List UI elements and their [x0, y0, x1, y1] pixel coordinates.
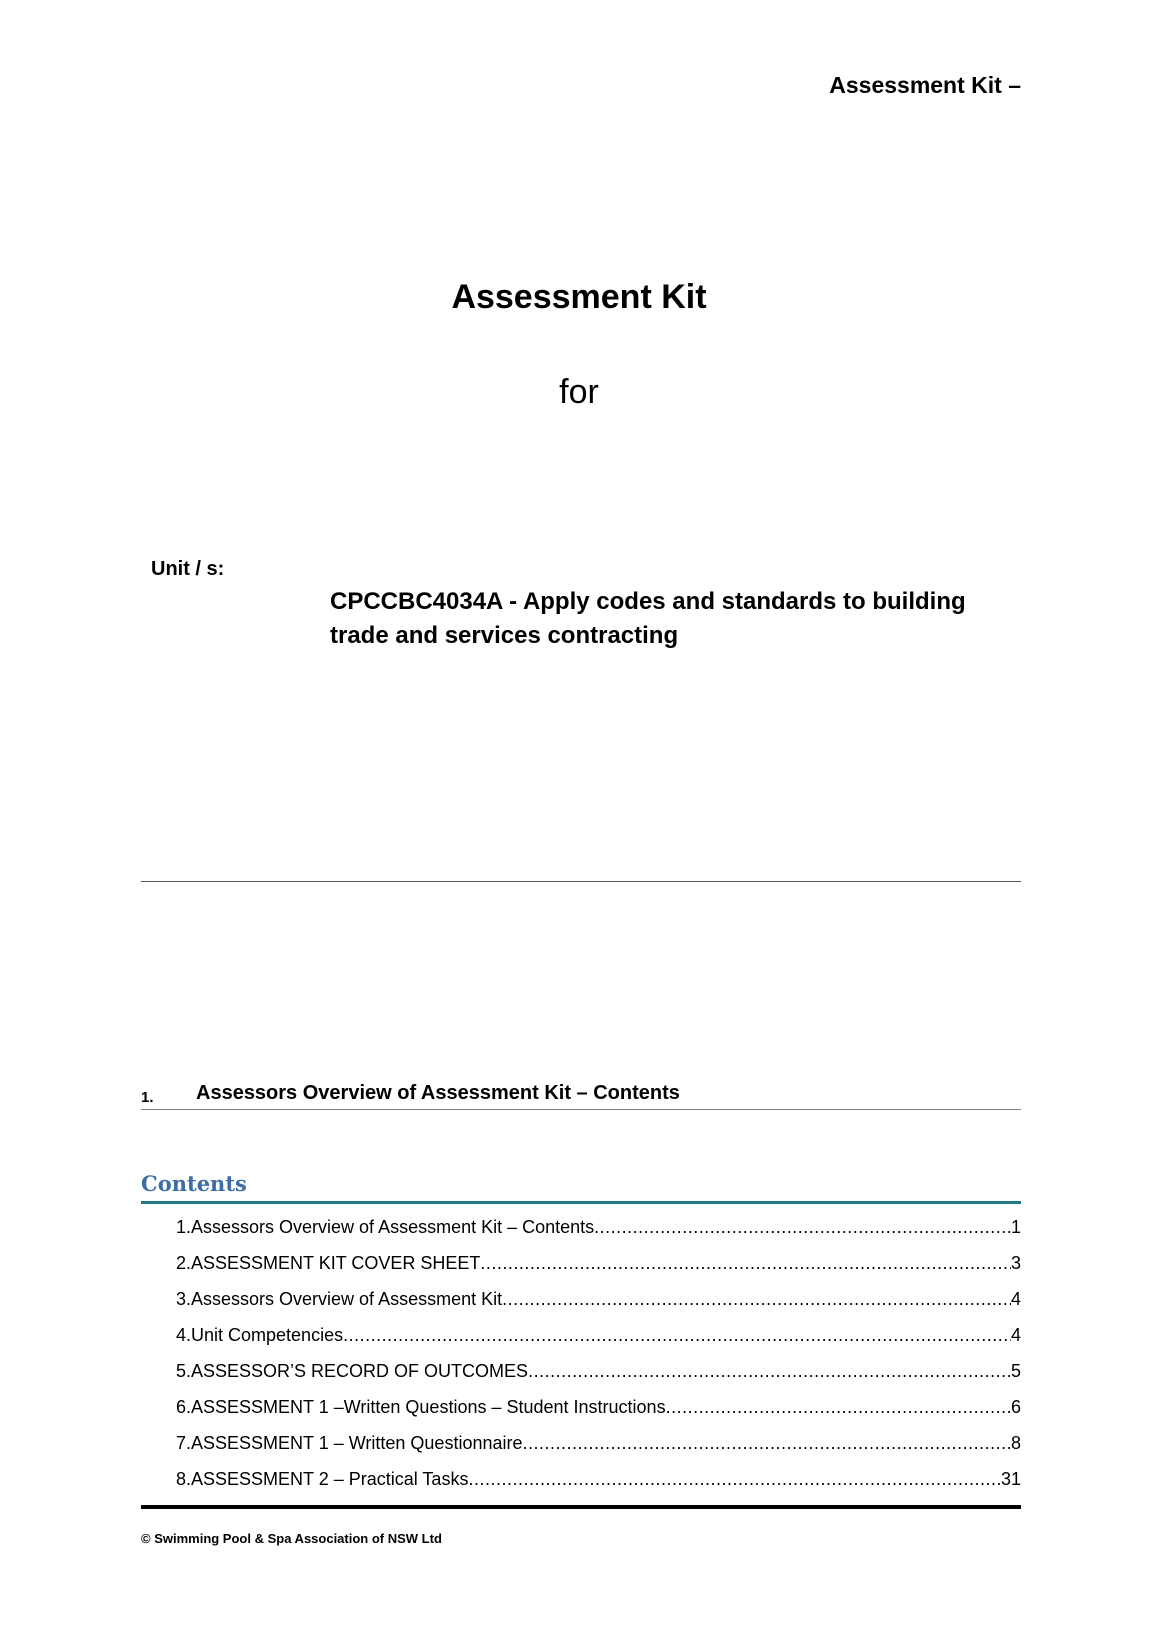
toc-entry-label: 2.ASSESSMENT KIT COVER SHEET [176, 1253, 481, 1273]
toc-entry-label: 7.ASSESSMENT 1 – Written Questionnaire [176, 1433, 523, 1453]
toc-entry[interactable] [176, 1389, 1021, 1425]
horizontal-divider [141, 881, 1021, 882]
toc-entry-label: 3.Assessors Overview of Assessment Kit [176, 1289, 503, 1309]
section-heading [141, 1082, 1021, 1110]
toc-dot-leader [502, 1281, 1011, 1317]
toc-dot-leader [523, 1425, 1011, 1461]
document-subtitle: for [559, 373, 599, 411]
toc-entry-label: 5.ASSESSOR’S RECORD OF OUTCOMES [176, 1361, 529, 1381]
toc-entry[interactable] [176, 1281, 1021, 1317]
table-of-contents [176, 1209, 1021, 1497]
unit-value: CPCCBC4034A - Apply codes and standards to building trade and services contracting [330, 588, 966, 649]
footer-divider [141, 1505, 1021, 1509]
toc-dot-leader [528, 1353, 1011, 1389]
toc-entry-label: 1.Assessors Overview of Assessment Kit – Contents [176, 1217, 595, 1237]
toc-entry[interactable] [176, 1209, 1021, 1245]
toc-entry-page: 4 [1010, 1289, 1021, 1309]
toc-dot-leader [343, 1317, 1011, 1353]
toc-entry[interactable] [176, 1317, 1021, 1353]
toc-dot-leader [594, 1209, 1011, 1245]
toc-entry-page: 5 [1010, 1361, 1021, 1381]
toc-dot-leader [666, 1389, 1011, 1425]
unit-label: Unit / s: [151, 558, 225, 580]
toc-entry-label: 8.ASSESSMENT 2 – Practical Tasks [176, 1469, 469, 1489]
toc-entry-page: 8 [1010, 1433, 1021, 1453]
toc-entry-page: 1 [1010, 1217, 1021, 1237]
toc-entry-label: 4.Unit Competencies [176, 1325, 344, 1345]
footer-copyright: © Swimming Pool & Spa Association of NSW Ltd [141, 1531, 442, 1546]
toc-entry-page: 3 [1010, 1253, 1021, 1273]
toc-entry-page: 4 [1010, 1325, 1021, 1345]
toc-entry[interactable] [176, 1425, 1021, 1461]
toc-entry-page: 31 [1000, 1469, 1021, 1489]
toc-entry-page: 6 [1010, 1397, 1021, 1417]
toc-entry[interactable] [176, 1461, 1021, 1497]
toc-entry[interactable] [176, 1353, 1021, 1389]
toc-dot-leader [468, 1461, 1001, 1497]
section-number: 1. [141, 1089, 154, 1106]
toc-entry[interactable] [176, 1245, 1021, 1281]
toc-entry-label: 6.ASSESSMENT 1 –Written Questions – Student Instructions [176, 1397, 666, 1417]
document-title: Assessment Kit [451, 278, 707, 316]
section-heading-text: Assessors Overview of Assessment Kit – Contents [196, 1082, 680, 1104]
toc-dot-leader [480, 1245, 1011, 1281]
header-title: Assessment Kit – [829, 72, 1021, 98]
contents-title: Contents [141, 1171, 1021, 1204]
